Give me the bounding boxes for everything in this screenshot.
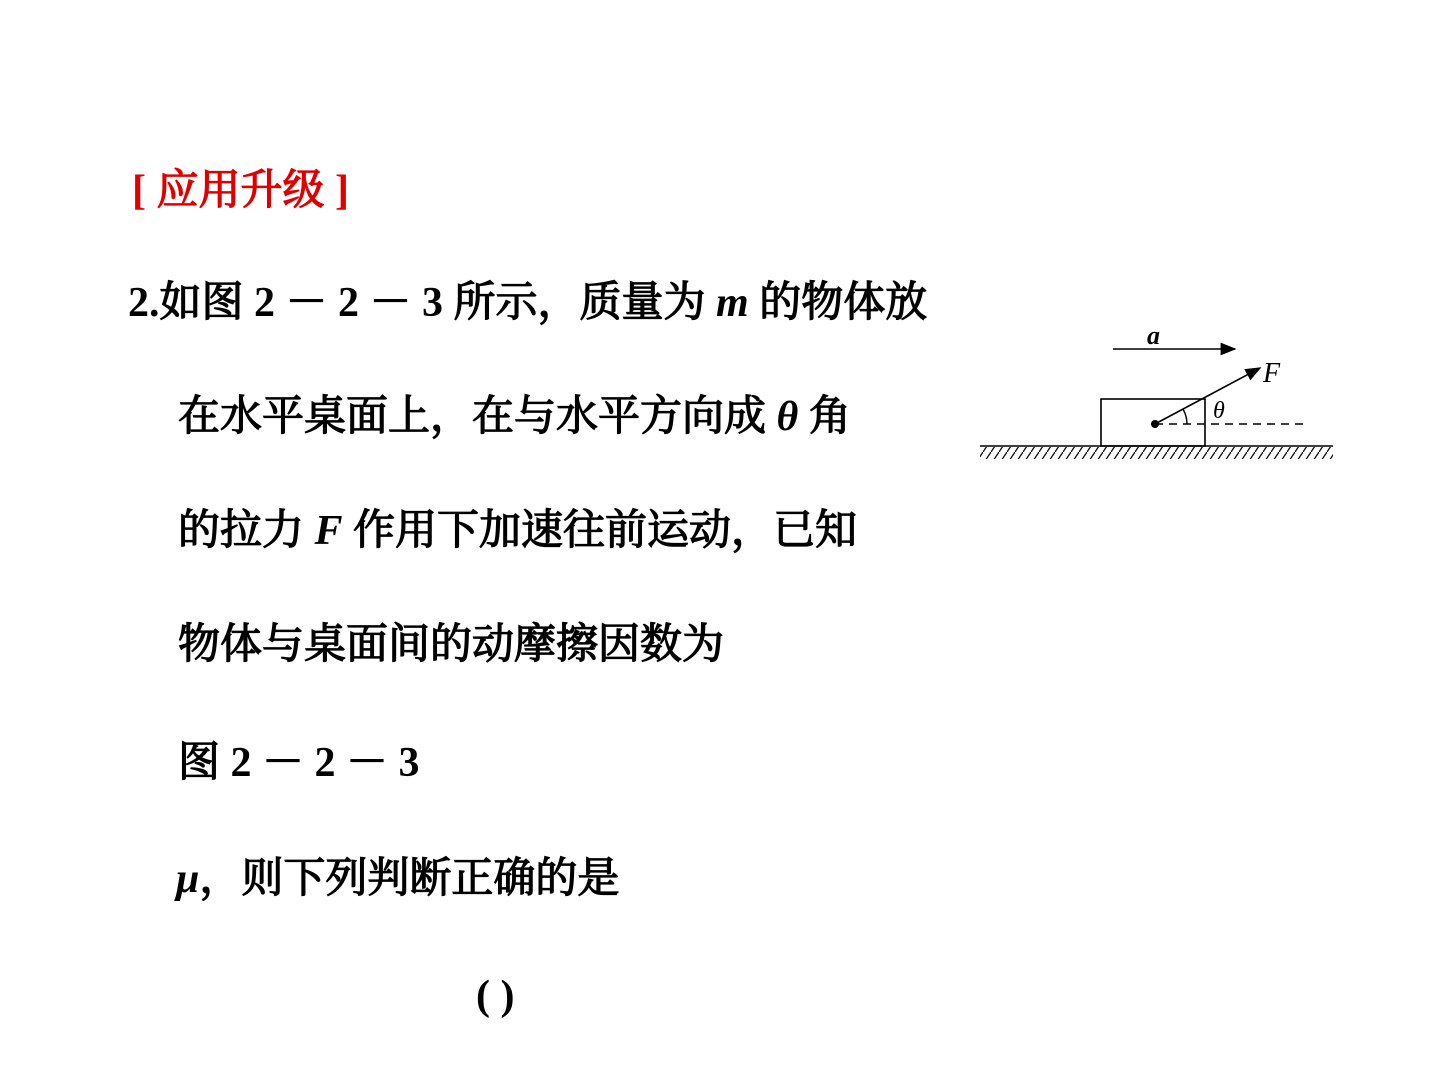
force-arrow [1155, 368, 1260, 424]
question-text: 如图 2 － 2 － 3 所示，质量为 [159, 280, 717, 326]
label-theta: θ [1213, 398, 1225, 424]
ground-hatching [980, 447, 1333, 459]
question-line-3 [178, 510, 857, 552]
variable-F: F [314, 508, 343, 554]
figure-caption: 图 2 － 2 － 3 [178, 740, 420, 786]
label-F: F [1263, 358, 1281, 389]
angle-arc [1183, 409, 1187, 424]
section-heading: [ 应用升级 ] [132, 168, 349, 214]
question-text: ，则下列判断正确的是 [199, 856, 620, 902]
variable-m: m [716, 280, 749, 326]
question-line-4: 物体与桌面间的动摩擦因数为 [178, 622, 725, 668]
question-line-1 [128, 282, 927, 324]
question-line-6 [176, 858, 619, 900]
question-text: 作用下加速往前运动，已知 [342, 508, 858, 554]
force-diagram [975, 320, 1340, 470]
variable-theta: θ [776, 394, 799, 440]
question-line-2 [178, 396, 851, 438]
question-text: 的拉力 [178, 508, 315, 554]
variable-mu: μ [176, 856, 200, 902]
question-text: 角 [798, 394, 851, 440]
question-text: 的物体放 [748, 280, 928, 326]
question-number: 2. [128, 280, 160, 326]
question-text: 在水平桌面上，在与水平方向成 [178, 394, 777, 440]
answer-blank: ( ) [476, 973, 515, 1019]
label-a: a [1147, 321, 1160, 350]
